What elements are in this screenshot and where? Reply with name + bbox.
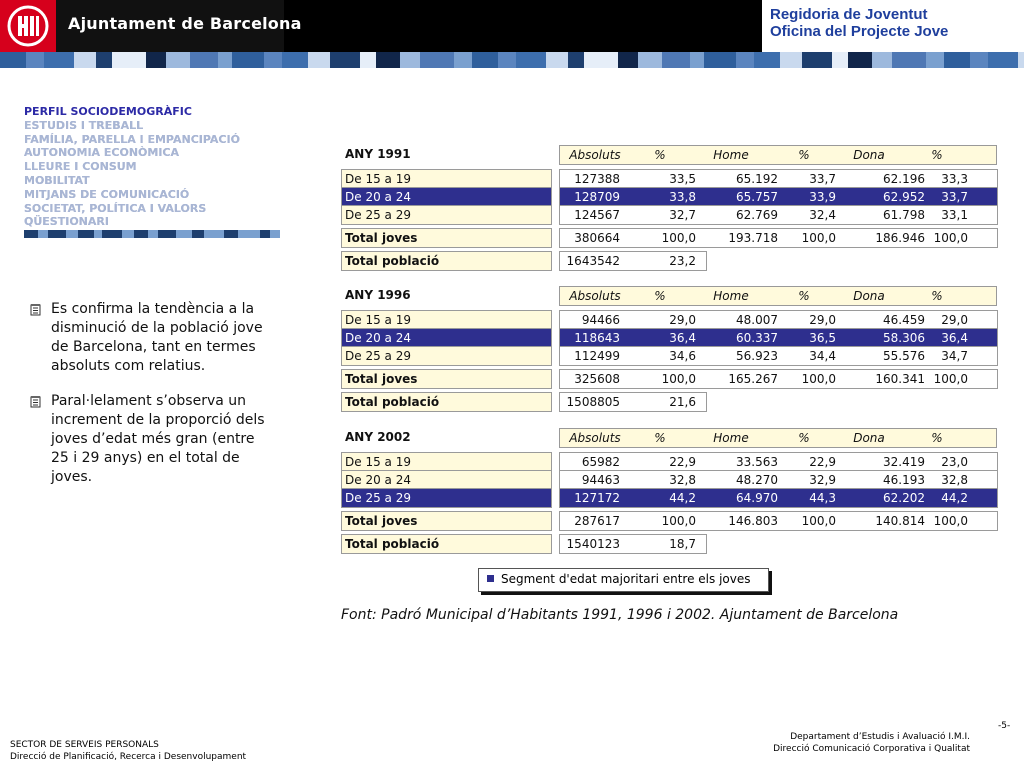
row-label <box>341 392 552 412</box>
stripe-segment <box>24 230 38 238</box>
table-cell: 94463 <box>581 473 620 487</box>
stripe-segment <box>264 52 282 68</box>
stripe-segment <box>148 230 158 238</box>
table-cell: 33,7 <box>809 172 836 186</box>
table-cell: 1643542 <box>566 254 620 268</box>
stripe-segment <box>134 230 148 238</box>
stripe-segment <box>970 52 988 68</box>
stripe-segment <box>122 230 134 238</box>
stripe-segment <box>260 230 270 238</box>
stripe-segment <box>26 52 44 68</box>
row-label-text: Total joves <box>345 372 418 386</box>
row-label-text: De 15 a 19 <box>345 172 411 186</box>
menu-item[interactable]: ESTUDIS I TREBALL <box>24 118 144 132</box>
stripe-segment <box>38 230 48 238</box>
table-cell: 165.267 <box>728 372 778 386</box>
value-row <box>559 228 998 248</box>
row-label <box>341 534 552 554</box>
row-label-text: Total joves <box>345 231 418 245</box>
menu-item[interactable]: AUTONOMIA ECONÒMICA <box>24 146 180 160</box>
value-row <box>559 470 998 490</box>
stripe-segment <box>224 230 238 238</box>
row-label <box>341 369 552 389</box>
finding-text: Paral·lelament s’observa un increment de la proporció dels joves d’edat més gran (entre 25 i 29 anys) en el total de joves. <box>51 393 265 485</box>
column-header: % <box>654 431 666 445</box>
year-label: ANY 2002 <box>345 430 411 444</box>
stripe-segment <box>96 52 112 68</box>
row-label-text: De 15 a 19 <box>345 313 411 327</box>
table-cell: 36,4 <box>669 331 696 345</box>
table-cell: 160.341 <box>875 372 925 386</box>
stripe-segment <box>218 52 232 68</box>
table-cell: 127172 <box>574 491 620 505</box>
stripe-segment <box>584 52 618 68</box>
legend-swatch <box>487 575 494 582</box>
table-cell: 100,0 <box>661 372 696 386</box>
table-cell: 55.576 <box>883 349 925 363</box>
stripe-segment <box>754 52 780 68</box>
stripe-segment <box>546 52 568 68</box>
footer-left-line-2: Direcció de Planificació, Recerca i Desenvolupament <box>10 752 247 762</box>
stripe-segment <box>454 52 472 68</box>
stripe-segment <box>158 230 176 238</box>
value-row <box>559 534 707 554</box>
org-name: Ajuntament de Barcelona <box>68 14 302 33</box>
stripe-segment <box>74 52 96 68</box>
column-header: Absoluts <box>569 148 621 162</box>
notepad-bullet-icon <box>30 304 41 316</box>
table-cell: 140.814 <box>875 514 925 528</box>
legend <box>478 568 769 592</box>
table-cell: 380664 <box>574 231 620 245</box>
column-header: % <box>931 431 943 445</box>
table-cell: 21,6 <box>669 395 696 409</box>
stripe-segment <box>66 230 78 238</box>
footer-right-line-2: Direcció Comunicació Corporativa i Qualitat <box>773 744 970 754</box>
row-label-text: Total població <box>345 395 440 409</box>
table-cell: 33,7 <box>941 190 968 204</box>
column-header: Dona <box>853 148 885 162</box>
row-label-text: De 20 a 24 <box>345 473 411 487</box>
table-cell: 1508805 <box>566 395 620 409</box>
stripe-segment <box>192 230 204 238</box>
column-header: % <box>931 148 943 162</box>
table-cell: 29,0 <box>941 313 968 327</box>
row-label <box>341 205 552 225</box>
table-cell: 146.803 <box>728 514 778 528</box>
table-cell: 32.419 <box>883 455 925 469</box>
table-cell: 118643 <box>574 331 620 345</box>
table-cell: 32,8 <box>669 473 696 487</box>
stripe-segment <box>112 52 146 68</box>
stripe-segment <box>892 52 926 68</box>
table-cell: 100,0 <box>933 231 968 245</box>
column-header: % <box>931 289 943 303</box>
column-headers <box>559 145 997 165</box>
stripe-segment <box>872 52 892 68</box>
stripe-segment <box>848 52 872 68</box>
table-cell: 100,0 <box>801 372 836 386</box>
table-cell: 44,2 <box>669 491 696 505</box>
table-cell: 325608 <box>574 372 620 386</box>
stripe-segment <box>618 52 638 68</box>
table-cell: 34,6 <box>669 349 696 363</box>
table-cell: 62.769 <box>736 208 778 222</box>
year-label: ANY 1991 <box>345 147 411 161</box>
table-cell: 64.970 <box>736 491 778 505</box>
stripe-segment <box>190 52 218 68</box>
stripe-segment <box>282 52 308 68</box>
findings-list <box>30 300 270 503</box>
table-cell: 124567 <box>574 208 620 222</box>
row-label <box>341 228 552 248</box>
column-header: % <box>654 289 666 303</box>
table-cell: 186.946 <box>875 231 925 245</box>
row-label <box>341 251 552 271</box>
department-title <box>770 6 948 40</box>
row-label-text: Total població <box>345 254 440 268</box>
table-cell: 32,9 <box>809 473 836 487</box>
value-row <box>559 452 998 472</box>
table-cell: 65982 <box>581 455 620 469</box>
stripe-segment <box>48 230 66 238</box>
table-cell: 100,0 <box>933 372 968 386</box>
stripe-segment <box>44 52 74 68</box>
department-line-1: Regidoria de Joventut <box>770 6 928 23</box>
value-row <box>559 488 998 508</box>
row-label-text: Total població <box>345 537 440 551</box>
column-header: % <box>798 289 810 303</box>
column-header: % <box>798 148 810 162</box>
footer-right <box>773 731 970 755</box>
value-row <box>559 251 707 271</box>
stripe-segment <box>102 230 122 238</box>
table-cell: 34,4 <box>809 349 836 363</box>
column-header: Absoluts <box>569 431 621 445</box>
column-header: Home <box>713 148 749 162</box>
stripe-segment <box>166 52 190 68</box>
table-cell: 33,9 <box>809 190 836 204</box>
row-label-text: De 25 a 29 <box>345 208 411 222</box>
table-cell: 18,7 <box>669 537 696 551</box>
legend-label: Segment d'edat majoritari entre els joves <box>501 572 751 586</box>
table-cell: 44,2 <box>941 491 968 505</box>
value-row <box>559 328 998 348</box>
finding-item <box>30 392 270 487</box>
menu-item[interactable]: MITJANS DE COMUNICACIÓ <box>24 187 190 201</box>
department-line-2: Oficina del Projecte Jove <box>770 23 949 40</box>
table-cell: 34,7 <box>941 349 968 363</box>
table-cell: 36,5 <box>809 331 836 345</box>
row-label-text: De 25 a 29 <box>345 491 411 505</box>
logo-badge <box>0 0 56 52</box>
decorative-stripe <box>0 52 1024 68</box>
stripe-segment <box>0 52 26 68</box>
stripe-segment <box>638 52 662 68</box>
stripe-segment <box>988 52 1018 68</box>
notepad-bullet-icon <box>30 396 41 408</box>
stripe-segment <box>1018 52 1024 68</box>
stripe-segment <box>802 52 832 68</box>
table-cell: 100,0 <box>933 514 968 528</box>
table-cell: 33,1 <box>941 208 968 222</box>
section-menu <box>24 105 240 229</box>
stripe-segment <box>690 52 704 68</box>
row-label <box>341 470 552 490</box>
value-row <box>559 310 998 330</box>
stripe-segment <box>736 52 754 68</box>
stripe-segment <box>568 52 584 68</box>
table-cell: 29,0 <box>809 313 836 327</box>
table-cell: 22,9 <box>669 455 696 469</box>
row-label-text: De 20 a 24 <box>345 190 411 204</box>
table-cell: 23,2 <box>669 254 696 268</box>
table-cell: 65.192 <box>736 172 778 186</box>
footer-right-line-1: Departament d’Estudis i Avaluació I.M.I. <box>790 732 970 742</box>
stripe-segment <box>704 52 736 68</box>
table-cell: 32,7 <box>669 208 696 222</box>
table-cell: 62.196 <box>883 172 925 186</box>
table-cell: 100,0 <box>801 231 836 245</box>
stripe-segment <box>498 52 516 68</box>
footer-left <box>10 739 246 763</box>
row-label-text: Total joves <box>345 514 418 528</box>
footer-left-line-1: SECTOR DE SERVEIS PERSONALS <box>10 740 159 750</box>
table-cell: 33,5 <box>669 172 696 186</box>
table-cell: 287617 <box>574 514 620 528</box>
table-cell: 32,8 <box>941 473 968 487</box>
column-header: % <box>654 148 666 162</box>
row-label <box>341 328 552 348</box>
menu-item[interactable]: PERFIL SOCIODEMOGRÀFIC <box>24 105 192 118</box>
stripe-segment <box>238 230 260 238</box>
stripe-segment <box>176 230 192 238</box>
value-row <box>559 392 707 412</box>
value-row <box>559 169 998 189</box>
table-cell: 48.270 <box>736 473 778 487</box>
table-cell: 33,3 <box>941 172 968 186</box>
barcelona-logo-icon <box>7 5 49 47</box>
table-cell: 60.337 <box>736 331 778 345</box>
table-cell: 23,0 <box>941 455 968 469</box>
table-cell: 58.306 <box>883 331 925 345</box>
table-cell: 100,0 <box>661 514 696 528</box>
stripe-segment <box>516 52 546 68</box>
stripe-segment <box>360 52 376 68</box>
stripe-segment <box>926 52 944 68</box>
table-cell: 193.718 <box>728 231 778 245</box>
stripe-segment <box>308 52 330 68</box>
row-label-text: De 25 a 29 <box>345 349 411 363</box>
stripe-segment <box>270 230 280 238</box>
column-headers <box>559 286 997 306</box>
stripe-segment <box>400 52 420 68</box>
stripe-segment <box>472 52 498 68</box>
table-cell: 33,8 <box>669 190 696 204</box>
stripe-segment <box>662 52 690 68</box>
stripe-segment <box>420 52 454 68</box>
stripe-segment <box>376 52 400 68</box>
row-label <box>341 346 552 366</box>
column-header: Dona <box>853 431 885 445</box>
row-label <box>341 511 552 531</box>
row-label <box>341 169 552 189</box>
table-cell: 65.757 <box>736 190 778 204</box>
source-note: Font: Padró Municipal d’Habitants 1991, 1996 i 2002. Ajuntament de Barcelona <box>341 607 899 623</box>
menu-item[interactable]: QÜESTIONARI <box>24 215 109 229</box>
value-row <box>559 346 998 366</box>
year-label: ANY 1996 <box>345 288 411 302</box>
column-headers <box>559 428 997 448</box>
row-label-text: De 20 a 24 <box>345 331 411 345</box>
menu-item[interactable]: FAMÍLIA, PARELLA I EMPANCIPACIÓ <box>24 132 240 146</box>
value-row <box>559 205 998 225</box>
row-label <box>341 187 552 207</box>
menu-decorative-stripe <box>24 230 280 238</box>
page-header <box>0 0 1024 52</box>
table-cell: 127388 <box>574 172 620 186</box>
stripe-segment <box>232 52 264 68</box>
column-header: Home <box>713 431 749 445</box>
stripe-segment <box>780 52 802 68</box>
table-cell: 32,4 <box>809 208 836 222</box>
value-row <box>559 187 998 207</box>
menu-item[interactable]: SOCIETAT, POLÍTICA I VALORS <box>24 201 207 215</box>
column-header: Dona <box>853 289 885 303</box>
row-label <box>341 488 552 508</box>
value-row <box>559 511 998 531</box>
value-row <box>559 369 998 389</box>
column-header: Absoluts <box>569 289 621 303</box>
table-cell: 33.563 <box>736 455 778 469</box>
table-cell: 56.923 <box>736 349 778 363</box>
table-cell: 100,0 <box>801 514 836 528</box>
row-label <box>341 310 552 330</box>
column-header: Home <box>713 289 749 303</box>
table-cell: 62.202 <box>883 491 925 505</box>
stripe-segment <box>832 52 848 68</box>
table-cell: 94466 <box>581 313 620 327</box>
row-label <box>341 452 552 472</box>
table-cell: 29,0 <box>669 313 696 327</box>
table-cell: 36,4 <box>941 331 968 345</box>
finding-text: Es confirma la tendència a la disminució de la població jove de Barcelona, tant en termes absoluts com relatius. <box>51 301 263 374</box>
page-number: -5- <box>998 721 1011 731</box>
table-cell: 61.798 <box>883 208 925 222</box>
menu-item[interactable]: LLEURE I CONSUM <box>24 160 137 174</box>
table-cell: 1540123 <box>566 537 620 551</box>
table-cell: 112499 <box>574 349 620 363</box>
table-cell: 48.007 <box>736 313 778 327</box>
row-label-text: De 15 a 19 <box>345 455 411 469</box>
finding-item <box>30 300 270 376</box>
stripe-segment <box>944 52 970 68</box>
stripe-segment <box>204 230 224 238</box>
table-cell: 62.952 <box>883 190 925 204</box>
table-cell: 128709 <box>574 190 620 204</box>
stripe-segment <box>330 52 360 68</box>
table-cell: 46.193 <box>883 473 925 487</box>
stripe-segment <box>78 230 94 238</box>
menu-item[interactable]: MOBILITAT <box>24 173 90 187</box>
stripe-segment <box>146 52 166 68</box>
column-header: % <box>798 431 810 445</box>
table-cell: 100,0 <box>661 231 696 245</box>
table-cell: 22,9 <box>809 455 836 469</box>
stripe-segment <box>94 230 102 238</box>
table-cell: 44,3 <box>809 491 836 505</box>
table-cell: 46.459 <box>883 313 925 327</box>
